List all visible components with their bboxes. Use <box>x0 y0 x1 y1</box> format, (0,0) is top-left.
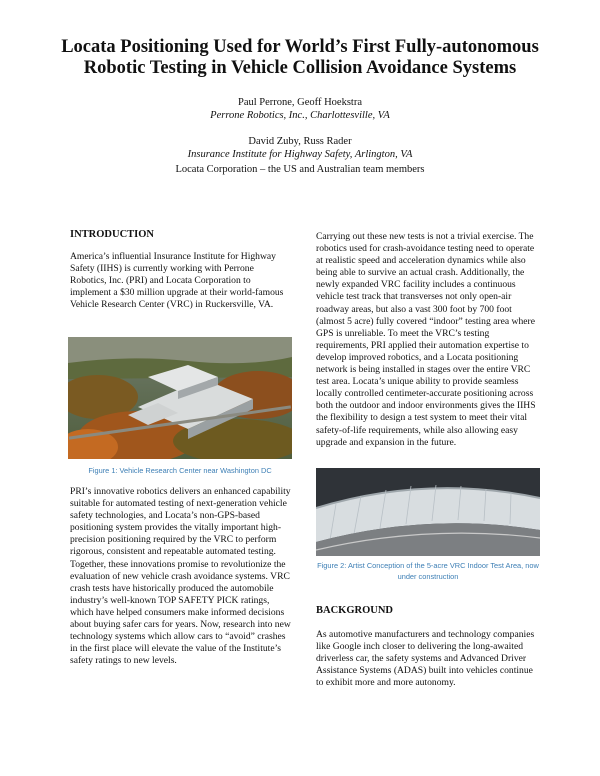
background-paragraph-1-wrap <box>316 629 538 689</box>
author-names: Paul Perrone, Geoff Hoekstra <box>237 97 363 108</box>
intro-paragraph-2-wrap <box>70 486 292 667</box>
right-paragraph-1: Carrying out these new tests is not a trivial exercise. The robotics used for crash-avoidance testing need to operate at realistic speed and acceleration dynamics while also being able to survive an actual crash. Additionally, the newly expanded VRC facility includes a continuous vehicle test track that transverses not only open-air roadway areas, but also a vast 300 foot by 700 foot (almost 5 acre) fully covered “indoor” testing area where GPS is unreliable. To meet the VRC’s testing requirements, PRI applied their automation expertise to develop improved robotics, and a Locata positioning network is being installed in stages over the entire VRC test area. Locata’s unique ability to provide seamless locally controlled centimeter-accurate positioning across both the outdoor and indoor environments gives the IIHS the flexibility to design a test system to meet their vital safety-of-life requirements, while also allowing easy upgrade and expansion in the future. <box>316 231 536 448</box>
figure-2-caption: Figure 2: Artist Conception of the 5-acre VRC Indoor Test Area, now under construction <box>317 561 539 581</box>
indoor-test-area-image <box>316 468 540 556</box>
author-affiliation: Perrone Robotics, Inc., Charlottesville, VA <box>210 110 390 121</box>
intro-paragraph-2: PRI’s innovative robotics delivers an enhanced capability suitable for automated testing of next-generation vehicle safety technologies, and Locata’s non-GPS-based positioning system provides the vitally important high-precision positioning required by the VRC to perform rigorous, consistent and repeatable automated testing. Together, these innovations promise to revolutionize the evaluation of new vehicle crash avoidance systems. VRC crash tests have historically produced the automobile industry’s well-known TOP SAFETY PICK ratings, which have helped consumers make informed decisions about buying safer cars for years. Now, research into new technology systems which allow cars to “avoid” crashes in the first place will elevate the value of the Institute’s safety ratings to new levels. <box>70 486 291 667</box>
intro-heading: INTRODUCTION <box>70 229 155 240</box>
figure-1-photo <box>68 337 292 459</box>
background-heading-wrap <box>316 605 538 616</box>
author-affiliation: Insurance Institute for Highway Safety, Arlington, VA <box>187 149 413 160</box>
author-block-1 <box>30 96 570 122</box>
intro-paragraph-1: America’s influential Insurance Institute for Highway Safety (IIHS) is currently working with Perrone Robotics, Inc. (PRI) and Locata Corporation to implement a $30 million upgrade at their world-famous Vehicle Research Center (VRC) in Ruckersville, VA. <box>70 251 284 311</box>
team-line: Locata Corporation – the US and Australian team members <box>175 164 425 175</box>
author-block-2 <box>30 135 570 161</box>
paper-title: Locata Positioning Used for World’s First Fully-autonomous Robotic Testing in Vehicle Collision Avoidance Systems <box>61 37 539 78</box>
background-paragraph-1: As automotive manufacturers and technology companies like Google inch closer to delivering the long-awaited driverless car, the safety systems and Advanced Driver Assistance Systems (ADAS) built into vehicles continue to exhibit more and more autonomy. <box>316 629 535 689</box>
background-heading: BACKGROUND <box>316 605 394 616</box>
research-center-aerial-image <box>68 337 292 459</box>
right-paragraph-1-wrap <box>316 231 538 449</box>
author-names: David Zuby, Russ Rader <box>248 136 352 147</box>
figure-1-caption: Figure 1: Vehicle Research Center near Washington DC <box>88 466 272 475</box>
intro-heading-wrap <box>70 229 292 240</box>
intro-paragraph-1-wrap <box>70 251 292 311</box>
figure-2-rendering <box>316 468 540 556</box>
